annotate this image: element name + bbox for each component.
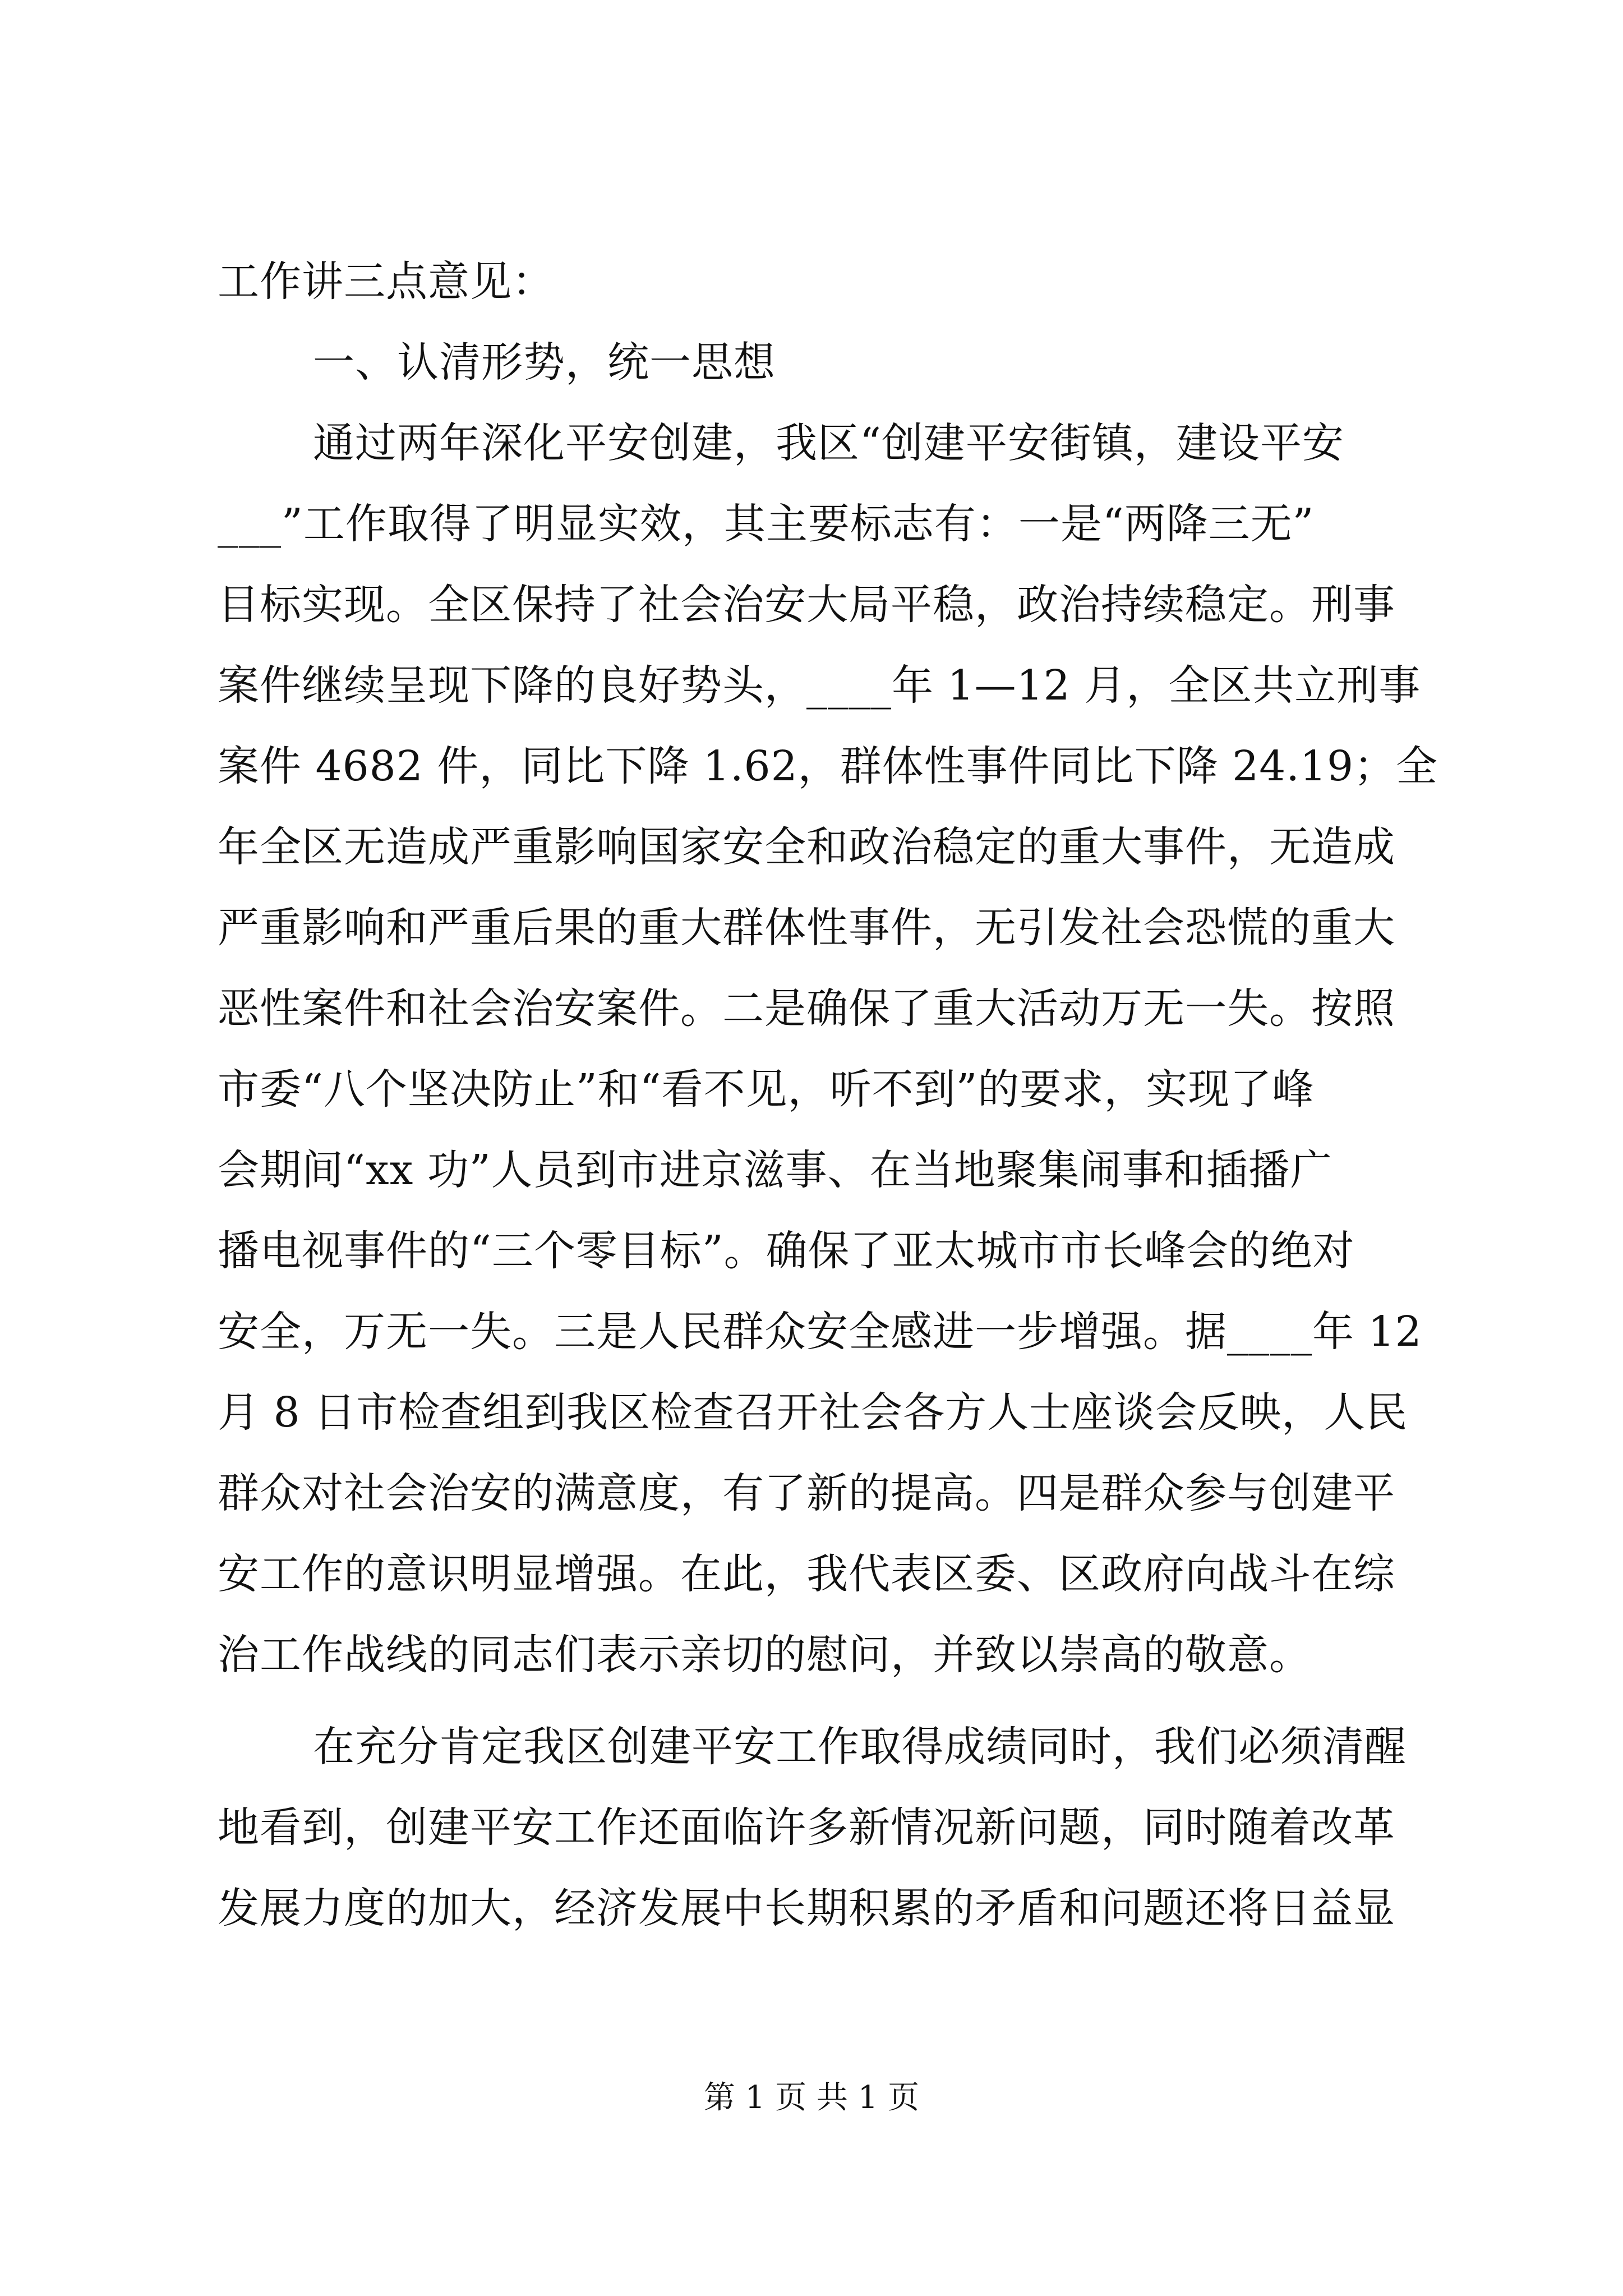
paragraph-gap (218, 1695, 1418, 1706)
text-line: 播电视事件的“三个零目标”。确保了亚太城市市长峰会的绝对 (218, 1227, 1355, 1275)
text-line: 工作讲三点意见： (218, 257, 554, 306)
text-line: 会期间“xx 功”人员到市进京滋事、在当地聚集闹事和插播广 (218, 1146, 1332, 1194)
text-line: 发展力度的加大，经济发展中长期积累的矛盾和问题还将日益显 (218, 1884, 1395, 1932)
text-line: 安工作的意识明显增强。在此，我代表区委、区政府向战斗在综 (218, 1550, 1395, 1598)
text-line: 严重影响和严重后果的重大群体性事件，无引发社会恐慌的重大 (218, 904, 1395, 952)
text-line: 治工作战线的同志们表示亲切的慰问，并致以崇高的敬意。 (218, 1631, 1311, 1679)
text-line: 目标实现。全区保持了社会治安大局平稳，政治持续稳定。刑事 (218, 581, 1395, 629)
text-line: 群众对社会治安的满意度，有了新的提高。四是群众参与创建平 (218, 1469, 1395, 1517)
text-line: 案件继续呈现下降的良好势头，____年 1—12 月，全区共立刑事 (218, 661, 1421, 710)
text-line: 安全，万无一失。三是人民群众安全感进一步增强。据____年 12 (218, 1308, 1422, 1356)
text-line: 恶性案件和社会治安案件。二是确保了重大活动万无一失。按照 (218, 984, 1395, 1033)
page-footer: 第 1 页 共 1 页 (703, 2079, 920, 2116)
text-line: 通过两年深化平安创建，我区“创建平安街镇，建设平安 (313, 419, 1344, 467)
text-line: 案件 4682 件，同比下降 1.62，群体性事件同比下降 24.19；全 (218, 742, 1438, 790)
document-body (218, 241, 1438, 1949)
text-line: 年全区无造成严重影响国家安全和政治稳定的重大事件，无造成 (218, 823, 1395, 871)
text-line: 月 8 日市检查组到我区检查召开社会各方人士座谈会反映，人民 (218, 1388, 1408, 1437)
text-line: 市委“八个坚决防止”和“看不见，听不到”的要求，实现了峰 (218, 1065, 1315, 1114)
section-heading: 一、认清形势，统一思想 (313, 338, 776, 386)
text-line: 在充分肯定我区创建平安工作取得成绩同时，我们必须清醒 (313, 1723, 1407, 1771)
text-line: ___”工作取得了明显实效，其主要标志有：一是“两降三无” (218, 500, 1315, 548)
text-line: 地看到，创建平安工作还面临许多新情况新问题，同时随着改革 (218, 1803, 1395, 1852)
